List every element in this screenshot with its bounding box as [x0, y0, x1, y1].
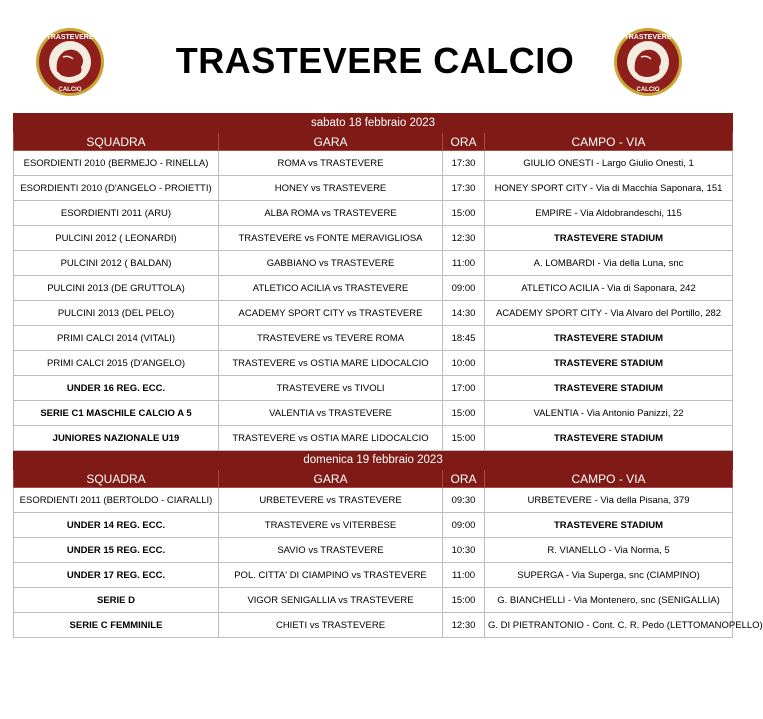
campo-cell: A. LOMBARDI - Via della Luna, snc	[485, 251, 733, 276]
page-title: TRASTEVERE CALCIO	[175, 40, 575, 81]
logo-text-bottom: CALCIO	[58, 87, 82, 93]
ora-cell: 12:30	[443, 613, 485, 638]
match-row	[14, 276, 733, 301]
squadra-cell: ESORDIENTI 2010 (D'ANGELO - PROIETTI)	[14, 176, 219, 201]
gara-cell: SAVIO vs TRASTEVERE	[219, 538, 443, 563]
column-header-row	[14, 470, 733, 488]
match-row	[14, 513, 733, 538]
squadra-cell: ESORDIENTI 2011 (BERTOLDO - CIARALLI)	[14, 488, 219, 513]
ora-cell: 15:00	[443, 201, 485, 226]
campo-cell: URBETEVERE - Via della Pisana, 379	[485, 488, 733, 513]
date-label: domenica 19 febbraio 2023	[14, 451, 733, 470]
logo-text-top: TRASTEVERE	[624, 34, 672, 41]
squadra-cell: PULCINI 2012 ( LEONARDI)	[14, 226, 219, 251]
club-logo-right	[613, 27, 683, 97]
campo-cell: EMPIRE - Via Aldobrandeschi, 115	[485, 201, 733, 226]
club-logo-left	[35, 27, 105, 97]
squadra-header: SQUADRA	[14, 470, 219, 488]
gara-header: GARA	[219, 133, 443, 151]
squadra-cell: PRIMI CALCI 2014 (VITALI)	[14, 326, 219, 351]
squadra-cell: UNDER 14 REG. ECC.	[14, 513, 219, 538]
campo-cell: TRASTEVERE STADIUM	[485, 351, 733, 376]
campo-cell: SUPERGA - Via Superga, snc (CIAMPINO)	[485, 563, 733, 588]
ora-cell: 11:00	[443, 251, 485, 276]
squadra-cell: PULCINI 2012 ( BALDAN)	[14, 251, 219, 276]
campo-cell: HONEY SPORT CITY - Via di Macchia Saponara, 151	[485, 176, 733, 201]
squadra-cell: UNDER 17 REG. ECC.	[14, 563, 219, 588]
match-row	[14, 613, 733, 638]
ora-cell: 17:30	[443, 176, 485, 201]
logo-text-bottom: CALCIO	[636, 87, 660, 93]
squadra-cell: SERIE C FEMMINILE	[14, 613, 219, 638]
campo-cell: G. DI PIETRANTONIO - Cont. C. R. Pedo (LETTOMANOPELLO)	[485, 613, 733, 638]
campo-cell: G. BIANCHELLI - Via Montenero, snc (SENIGALLIA)	[485, 588, 733, 613]
match-row	[14, 376, 733, 401]
gara-cell: ALBA ROMA vs TRASTEVERE	[219, 201, 443, 226]
date-label: sabato 18 febbraio 2023	[14, 114, 733, 133]
gara-cell: TRASTEVERE vs VITERBESE	[219, 513, 443, 538]
match-row	[14, 251, 733, 276]
squadra-cell: JUNIORES NAZIONALE U19	[14, 426, 219, 451]
gara-cell: VIGOR SENIGALLIA vs TRASTEVERE	[219, 588, 443, 613]
campo-cell: R. VIANELLO - Via Norma, 5	[485, 538, 733, 563]
match-row	[14, 226, 733, 251]
ora-cell: 09:30	[443, 488, 485, 513]
date-header-row	[14, 114, 733, 133]
match-row	[14, 301, 733, 326]
squadra-cell: ESORDIENTI 2011 (ARU)	[14, 201, 219, 226]
match-row	[14, 426, 733, 451]
gara-cell: VALENTIA vs TRASTEVERE	[219, 401, 443, 426]
squadra-cell: SERIE C1 MASCHILE CALCIO A 5	[14, 401, 219, 426]
gara-cell: TRASTEVERE vs OSTIA MARE LIDOCALCIO	[219, 351, 443, 376]
date-header-row	[14, 451, 733, 470]
logo-text-top: TRASTEVERE	[46, 34, 94, 41]
gara-cell: ATLETICO ACILIA vs TRASTEVERE	[219, 276, 443, 301]
ora-cell: 10:00	[443, 351, 485, 376]
match-row	[14, 488, 733, 513]
ora-cell: 15:00	[443, 588, 485, 613]
squadra-cell: SERIE D	[14, 588, 219, 613]
gara-cell: TRASTEVERE vs TEVERE ROMA	[219, 326, 443, 351]
squadra-cell: UNDER 16 REG. ECC.	[14, 376, 219, 401]
match-row	[14, 588, 733, 613]
squadra-cell: UNDER 15 REG. ECC.	[14, 538, 219, 563]
gara-cell: URBETEVERE vs TRASTEVERE	[219, 488, 443, 513]
match-row	[14, 326, 733, 351]
match-row	[14, 176, 733, 201]
gara-cell: GABBIANO vs TRASTEVERE	[219, 251, 443, 276]
ora-cell: 09:00	[443, 513, 485, 538]
column-header-row	[14, 133, 733, 151]
ora-cell: 10:30	[443, 538, 485, 563]
gara-cell: TRASTEVERE vs FONTE MERAVIGLIOSA	[219, 226, 443, 251]
campo-cell: ACADEMY SPORT CITY - Via Alvaro del Portillo, 282	[485, 301, 733, 326]
ora-header: ORA	[443, 470, 485, 488]
ora-cell: 11:00	[443, 563, 485, 588]
ora-cell: 17:30	[443, 151, 485, 176]
ora-cell: 14:30	[443, 301, 485, 326]
gara-cell: TRASTEVERE vs OSTIA MARE LIDOCALCIO	[219, 426, 443, 451]
match-row	[14, 201, 733, 226]
gara-header: GARA	[219, 470, 443, 488]
squadra-cell: PULCINI 2013 (DEL PELO)	[14, 301, 219, 326]
match-row	[14, 351, 733, 376]
campo-cell: TRASTEVERE STADIUM	[485, 326, 733, 351]
gara-cell: CHIETI vs TRASTEVERE	[219, 613, 443, 638]
match-row	[14, 151, 733, 176]
gara-cell: HONEY vs TRASTEVERE	[219, 176, 443, 201]
ora-cell: 15:00	[443, 401, 485, 426]
campo-cell: TRASTEVERE STADIUM	[485, 426, 733, 451]
campo-cell: TRASTEVERE STADIUM	[485, 226, 733, 251]
ora-cell: 15:00	[443, 426, 485, 451]
gara-cell: POL. CITTA' DI CIAMPINO vs TRASTEVERE	[219, 563, 443, 588]
ora-cell: 12:30	[443, 226, 485, 251]
ora-header: ORA	[443, 133, 485, 151]
match-row	[14, 563, 733, 588]
campo-cell: GIULIO ONESTI - Largo Giulio Onesti, 1	[485, 151, 733, 176]
gara-cell: ACADEMY SPORT CITY vs TRASTEVERE	[219, 301, 443, 326]
ora-cell: 17:00	[443, 376, 485, 401]
campo-cell: TRASTEVERE STADIUM	[485, 376, 733, 401]
match-row	[14, 538, 733, 563]
squadra-cell: PRIMI CALCI 2015 (D'ANGELO)	[14, 351, 219, 376]
gara-cell: ROMA vs TRASTEVERE	[219, 151, 443, 176]
campo-cell: ATLETICO ACILIA - Via di Saponara, 242	[485, 276, 733, 301]
schedule-table	[13, 113, 763, 638]
campo-cell: TRASTEVERE STADIUM	[485, 513, 733, 538]
squadra-header: SQUADRA	[14, 133, 219, 151]
campo-header: CAMPO - VIA	[485, 133, 733, 151]
squadra-cell: PULCINI 2013 (DE GRUTTOLA)	[14, 276, 219, 301]
campo-header: CAMPO - VIA	[485, 470, 733, 488]
ora-cell: 09:00	[443, 276, 485, 301]
campo-cell: VALENTIA - Via Antonio Panizzi, 22	[485, 401, 733, 426]
squadra-cell: ESORDIENTI 2010 (BERMEJO - RINELLA)	[14, 151, 219, 176]
match-row	[14, 401, 733, 426]
ora-cell: 18:45	[443, 326, 485, 351]
gara-cell: TRASTEVERE vs TIVOLI	[219, 376, 443, 401]
